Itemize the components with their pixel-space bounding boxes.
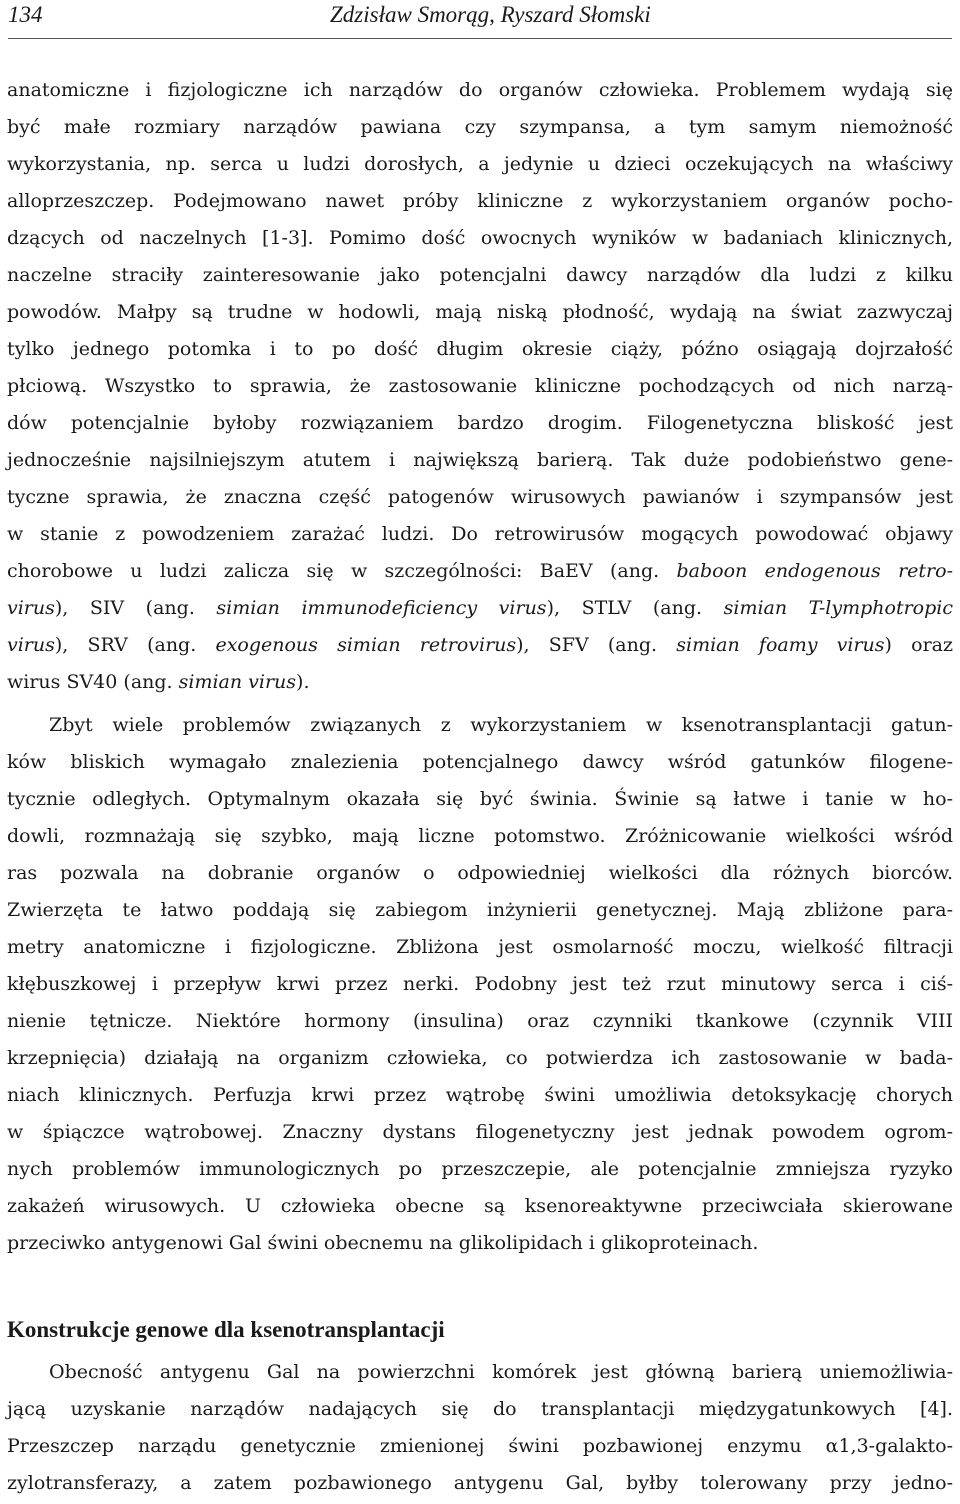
- text-line: powodów. Małpy są trudne w hodowli, mają niską płodność, wydają na świat zazwyczaj: [7, 301, 953, 323]
- text-line: zakażeń wirusowych. U człowieka obecne są ksenoreaktywne przeciwciała skierowane: [7, 1195, 953, 1217]
- text-line: być małe rozmiary narządów pawiana czy szympansa, a tym samym niemożność: [7, 116, 953, 138]
- text-line: [7, 664, 953, 701]
- running-header: [8, 0, 952, 42]
- italic-term: exogenous simian retrovirus: [215, 634, 517, 656]
- text-run: ), SIV (ang.: [54, 597, 217, 619]
- text-line: metry anatomiczne i fizjologiczne. Zbliżona jest osmolarność moczu, wielkość filtracji: [7, 936, 953, 958]
- text-line: w śpiączce wątrobowej. Znaczny dystans filogenetyczny jest jednak powodem ogrom-: [7, 1121, 953, 1143]
- text-line: przeciwko antygenowi Gal świni obecnemu na glikolipidach i glikoproteinach.: [7, 1232, 759, 1254]
- text-line: anatomiczne i fizjologiczne ich narządów do organów człowieka. Problemem wydają się: [7, 79, 953, 101]
- text-run: chorobowe u ludzi zalicza się w szczególności: BaEV (ang.: [7, 560, 677, 582]
- text-line: ras pozwala na dobranie organów o odpowiedniej wielkości dla różnych biorców.: [7, 862, 953, 884]
- text-line: krzepnięcia) działają na organizm człowieka, co potwierdza ich zastosowanie w bada-: [7, 1047, 953, 1069]
- text-line: [7, 627, 953, 664]
- italic-term: simian virus: [178, 671, 297, 693]
- text-run: ), SFV (ang.: [516, 634, 677, 656]
- text-line: zylotransferazy, a zatem pozbawionego antygenu Gal, byłby tolerowany przy jedno-: [7, 1472, 953, 1494]
- text-line: dowli, rozmnażają się szybko, mają liczne potomstwo. Zróżnicowanie wielkości wśród: [7, 825, 953, 847]
- italic-term: baboon endogenous retro-: [676, 560, 953, 582]
- text-line: naczelne straciły zainteresowanie jako potencjalni dawcy narządów dla ludzi z kilku: [7, 264, 953, 286]
- text-run: ) oraz: [884, 634, 954, 656]
- paragraph-3: [7, 1354, 953, 1502]
- text-run: wirus SV40 (ang.: [7, 671, 179, 693]
- text-line: tylko jednego potomka i to po dość długim okresie ciąży, późno osiągają dojrzałość: [7, 338, 953, 360]
- text-line: Przeszczep narządu genetycznie zmienionej świni pozbawionej enzymu α1,3-galakto-: [7, 1435, 953, 1457]
- text-line: jącą uzyskanie narządów nadających się do transplantacji międzygatunkowych [4].: [7, 1398, 953, 1420]
- italic-term: simian immunodeficiency virus: [216, 597, 547, 619]
- text-line: tyczne sprawia, że znaczna część patogenów wirusowych pawianów i szympansów jest: [7, 486, 953, 508]
- header-rule: [8, 38, 952, 39]
- text-line: ków bliskich wymagało znalezienia potencjalnego dawcy wśród gatunków filogene-: [7, 751, 953, 773]
- text-line: dzących od naczelnych [1-3]. Pomimo dość owocnych wyników w badaniach klinicznych,: [7, 227, 953, 249]
- text-line: dów potencjalnie byłoby rozwiązaniem bardzo drogim. Filogenetyczna bliskość jest: [7, 412, 953, 434]
- text-line: płciową. Wszystko to sprawia, że zastosowanie kliniczne pochodzących od nich narzą-: [7, 375, 953, 397]
- section-heading: Konstrukcje genowe dla ksenotransplantacji: [7, 1317, 445, 1342]
- text-line: Obecność antygenu Gal na powierzchni komórek jest główną barierą uniemożliwia-: [49, 1361, 953, 1383]
- italic-term: simian foamy virus: [676, 634, 885, 656]
- text-line: tycznie odległych. Optymalnym okazała się być świnia. Świnie są łatwe i tanie w ho-: [7, 788, 953, 810]
- text-line: alloprzeszczep. Podejmowano nawet próby kliniczne z wykorzystaniem organów pocho-: [7, 190, 953, 212]
- text-line: w stanie z powodzeniem zarażać ludzi. Do retrowirusów mogących powodować objawy: [7, 523, 953, 545]
- text-line: jednocześnie najsilniejszym atutem i największą barierą. Tak duże podobieństwo gene-: [7, 449, 953, 471]
- text-run: ), STLV (ang.: [546, 597, 724, 619]
- text-line: nienie tętnicze. Niektóre hormony (insulina) oraz czynniki tkankowe (czynnik VIII: [7, 1010, 953, 1032]
- running-header-authors: Zdzisław Smorąg, Ryszard Słomski: [330, 2, 651, 27]
- paragraph-2: [7, 707, 953, 1262]
- text-line: [7, 590, 953, 627]
- text-run: ), SRV (ang.: [54, 634, 216, 656]
- text-line: kłębuszkowej i przepływ krwi przez nerki. Podobny jest też rzut minutowy serca i ciś-: [7, 973, 953, 995]
- italic-term: virus: [7, 597, 55, 619]
- paragraph-1: [7, 72, 953, 701]
- italic-term: virus: [7, 634, 55, 656]
- text-line: Zwierzęta te łatwo poddają się zabiegom inżynierii genetycznej. Mają zbliżone para-: [7, 899, 953, 921]
- text-line: wykorzystania, np. serca u ludzi dorosłych, a jedynie u dzieci oczekujących na właściwy: [7, 153, 953, 175]
- text-line: [7, 553, 953, 590]
- text-line: Zbyt wiele problemów związanych z wykorzystaniem w ksenotransplantacji gatun-: [49, 714, 953, 736]
- text-line: niach klinicznych. Perfuzja krwi przez wątrobę świni umożliwia detoksykację chorych: [7, 1084, 953, 1106]
- text-line: nych problemów immunologicznych po przeszczepie, ale potencjalnie zmniejsza ryzyko: [7, 1158, 953, 1180]
- text-run: ).: [296, 671, 310, 693]
- page-number: 134: [8, 2, 43, 27]
- italic-term: simian T-lymphotropic: [723, 597, 954, 619]
